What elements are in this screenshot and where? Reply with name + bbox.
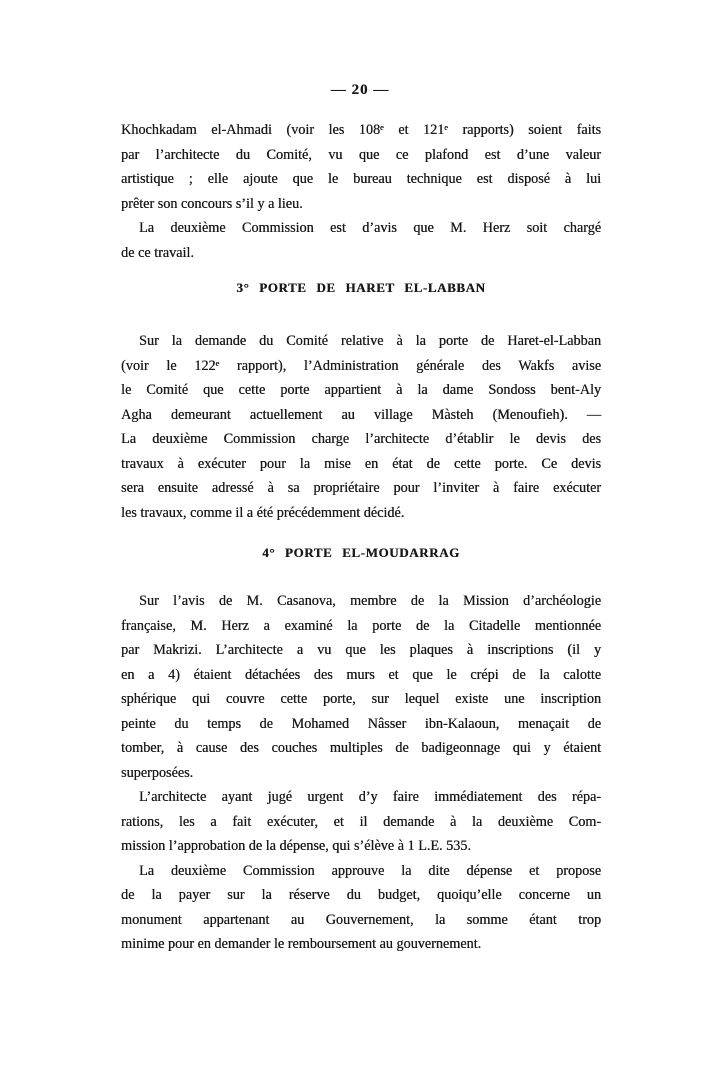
text-line: monument appartenant au Gouvernement, la somme étant trop — [121, 911, 601, 928]
text-line: travaux à exécuter pour la mise en état de cette porte. Ce devis — [121, 455, 601, 472]
text-line: de ce travail. — [121, 244, 194, 261]
text-line: La deuxième Commission est d’avis que M. Herz soit chargé — [139, 220, 601, 236]
text-line: sphérique qui couvre cette porte, sur lequel existe une inscription — [121, 691, 601, 707]
text-line: Khochkadam el-Ahmadi (voir les 108ᵉ et 121ᵉ rapports) soient faits — [121, 122, 601, 138]
text-line: peinte du temps de Mohamed Nâsser ibn-Kalaoun, menaçait de — [121, 715, 601, 732]
text-line: mission l’approbation de la dépense, qui s’élève à 1 L.E. 535. — [121, 838, 471, 854]
text-column — [121, 118, 601, 957]
text-line: rations, les a fait exécuter, et il demande à la deuxième Com- — [121, 813, 601, 830]
section-heading-porte-el-moudarrag: 4° PORTE EL-MOUDARRAG — [262, 545, 460, 560]
text-line: (voir le 122ᵉ rapport), l’Administration générale des Wakfs avise — [121, 357, 601, 374]
text-line: Sur l’avis de M. Casanova, membre de la Mission d’archéologie — [139, 593, 601, 609]
text-line: L’architecte ayant jugé urgent d’y faire immédiatement des répa- — [139, 789, 601, 805]
text-line: prêter son concours s’il y a lieu. — [121, 195, 303, 212]
text-line: artistique ; elle ajoute que le bureau technique est disposé à lui — [121, 171, 601, 187]
paragraph — [121, 859, 601, 957]
text-line: superposées. — [121, 764, 194, 781]
text-line: sera ensuite adressé à sa propriétaire pour l’inviter à faire exécuter — [121, 480, 601, 496]
text-line: minime pour en demander le remboursement au gouvernement. — [121, 936, 482, 952]
paragraph — [121, 589, 601, 785]
text-line: le Comité que cette porte appartient à la dame Sondoss bent-Aly — [121, 382, 601, 398]
text-line: La deuxième Commission approuve la dite dépense et propose — [139, 862, 601, 879]
page-number: — 20 — — [330, 82, 390, 98]
text-line: Agha demeurant actuellement au village Màsteh (Menoufieh). — — [121, 406, 601, 423]
text-line: française, M. Herz a examiné la porte de la Citadelle mentionnée — [121, 617, 601, 634]
text-line: en a 4) étaient détachées des murs et que le crépi de la calotte — [121, 666, 601, 683]
text-line: de la payer sur la réserve du budget, quoiqu’elle concerne un — [121, 887, 601, 903]
section-heading-porte-haret-el-labban: 3° PORTE DE HARET EL-LABBAN — [236, 280, 486, 295]
text-line: La deuxième Commission charge l’architecte d’établir le devis des — [121, 431, 601, 447]
text-line: par Makrizi. L’architecte a vu que les plaques à inscriptions (il y — [121, 642, 601, 658]
paragraph — [121, 216, 601, 265]
paragraph — [121, 329, 601, 525]
text-line: par l’architecte du Comité, vu que ce plafond est d’une valeur — [121, 146, 601, 163]
text-line: les travaux, comme il a été précédemment décidé. — [121, 504, 405, 521]
paragraph — [121, 785, 601, 859]
text-line: tomber, à cause des couches multiples de badigeonnage qui y étaient — [121, 740, 601, 756]
text-line: Sur la demande du Comité relative à la porte de Haret-el-Labban — [139, 333, 601, 349]
paragraph — [121, 118, 601, 216]
